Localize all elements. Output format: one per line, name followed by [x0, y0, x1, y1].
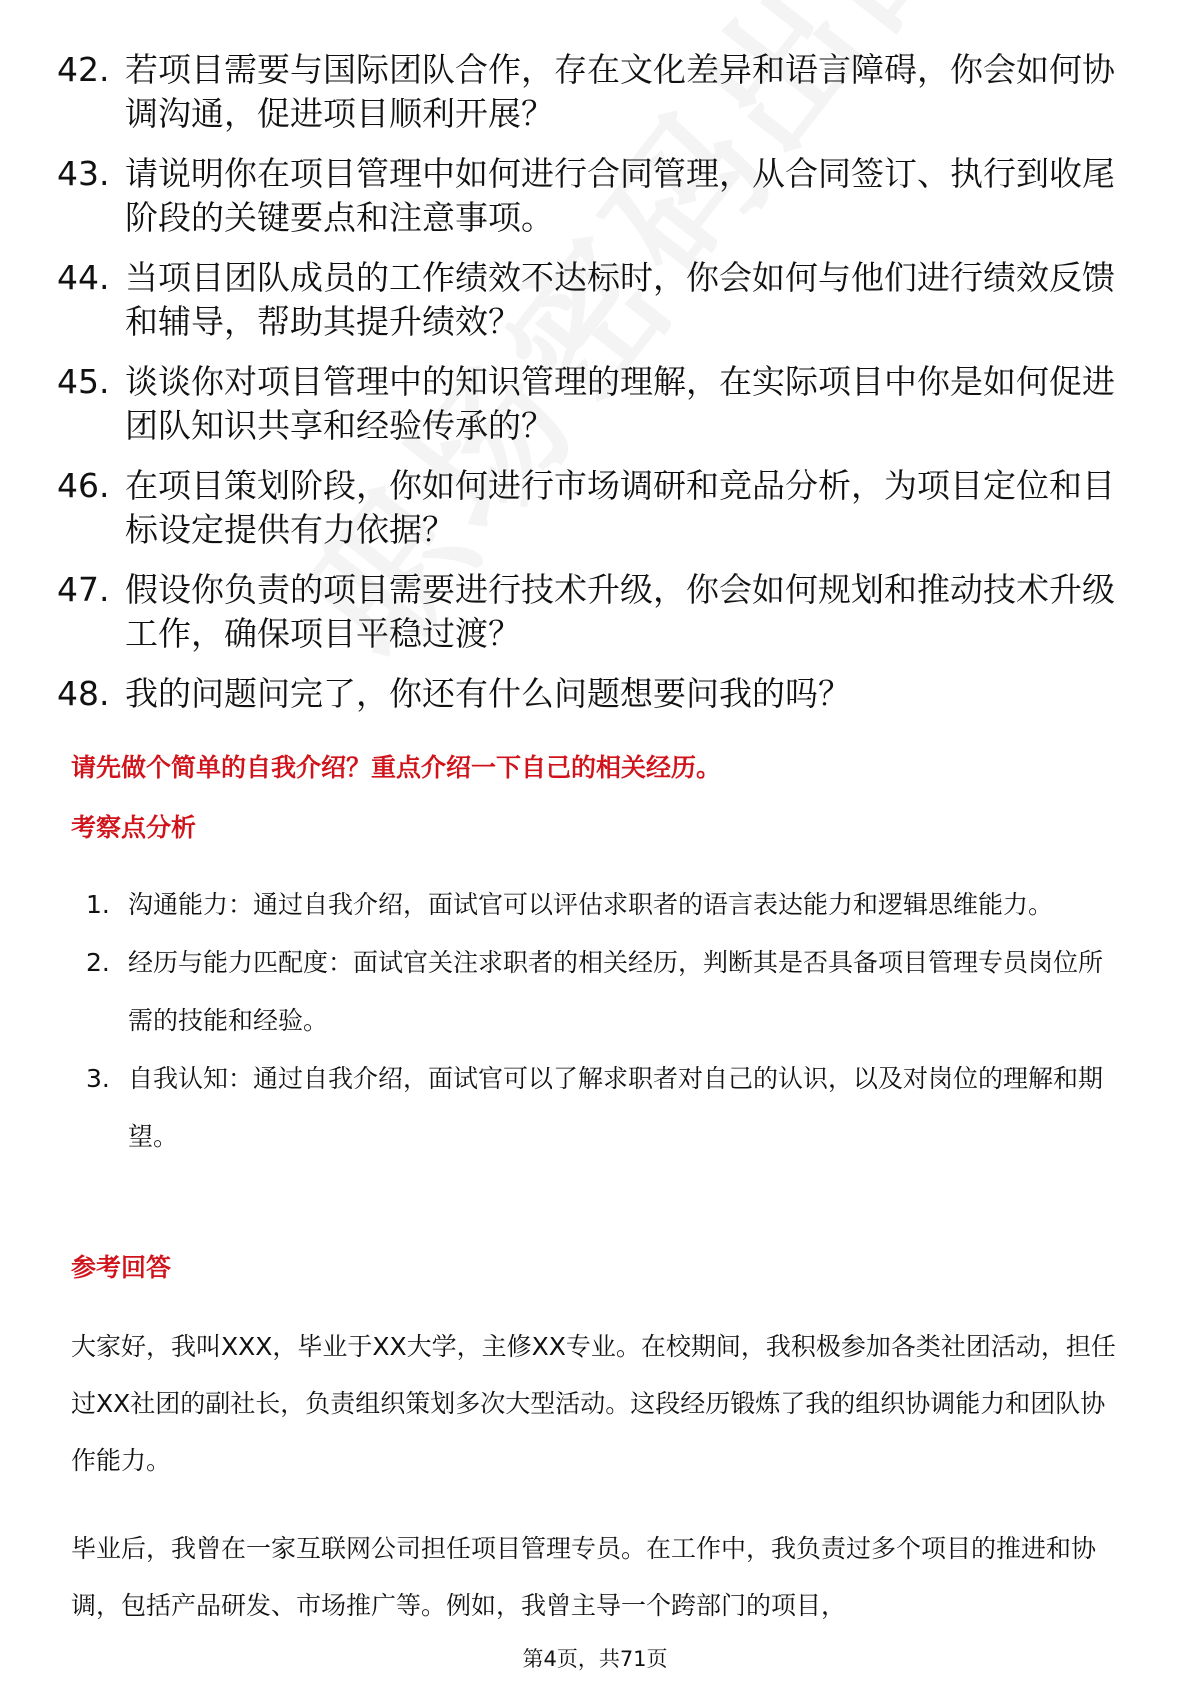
question-number: 43.	[57, 154, 110, 193]
question-text: 若项目需要与国际团队合作，存在文化差异和语言障碍，你会如何协调沟通，促进项目顺利开展？	[125, 50, 1115, 133]
list-item	[57, 152, 1137, 240]
question-text: 假设你负责的项目需要进行技术升级，你会如何规划和推动技术升级工作，确保项目平稳过渡？	[125, 570, 1115, 653]
question-text: 当项目团队成员的工作绩效不达标时，你会如何与他们进行绩效反馈和辅导，帮助其提升绩效？	[125, 258, 1115, 341]
point-number: 1.	[86, 890, 110, 919]
point-number: 3.	[86, 1064, 110, 1093]
list-item	[57, 256, 1137, 344]
question-number: 46.	[57, 466, 110, 505]
list-item	[57, 360, 1137, 448]
point-text: 经历与能力匹配度：面试官关注求职者的相关经历，判断其是否具备项目管理专员岗位所需的技能和经验。	[128, 948, 1104, 1035]
list-item	[86, 876, 1126, 934]
point-text: 自我认知：通过自我介绍，面试官可以了解求职者对自己的认识，以及对岗位的理解和期望。	[128, 1064, 1104, 1151]
question-text: 谈谈你对项目管理中的知识管理的理解，在实际项目中你是如何促进团队知识共享和经验传承的？	[125, 362, 1115, 445]
list-item	[86, 1050, 1126, 1166]
list-item	[57, 568, 1137, 656]
point-text: 沟通能力：通过自我介绍，面试官可以评估求职者的语言表达能力和逻辑思维能力。	[128, 890, 1054, 919]
question-text: 在项目策划阶段，你如何进行市场调研和竞品分析，为项目定位和目标设定提供有力依据？	[125, 466, 1115, 549]
question-number: 47.	[57, 570, 110, 609]
reference-paragraph: 毕业后，我曾在一家互联网公司担任项目管理专员。在工作中，我负责过多个项目的推进和协调，包括产品研发、市场推广等。例如，我曾主导一个跨部门的项目，	[71, 1534, 1097, 1620]
page-number: 第4页，共71页	[522, 1647, 668, 1671]
question-text: 我的问题问完了，你还有什么问题想要问我的吗？	[125, 674, 851, 713]
analysis-heading: 考察点分析	[71, 813, 197, 842]
question-text: 请说明你在项目管理中如何进行合同管理，从合同签订、执行到收尾阶段的关键要点和注意事项。	[125, 154, 1115, 237]
question-number: 42.	[57, 50, 110, 89]
main-question-heading: 请先做个简单的自我介绍？重点介绍一下自己的相关经历。	[71, 753, 722, 782]
question-number: 48.	[57, 674, 110, 713]
point-number: 2.	[86, 948, 110, 977]
analysis-point-list	[86, 876, 1126, 1166]
reference-answer-heading: 参考回答	[71, 1253, 172, 1282]
reference-paragraph: 大家好，我叫XXX，毕业于XX大学，主修XX专业。在校期间，我积极参加各类社团活动，担任过XX社团的副社长，负责组织策划多次大型活动。这段经历锻炼了我的组织协调能力和团队协作能力。	[71, 1332, 1116, 1475]
question-list	[57, 48, 1137, 732]
list-item	[57, 48, 1137, 136]
list-item	[57, 464, 1137, 552]
question-number: 44.	[57, 258, 110, 297]
list-item	[57, 672, 1137, 716]
list-item	[86, 934, 1126, 1050]
question-number: 45.	[57, 362, 110, 401]
